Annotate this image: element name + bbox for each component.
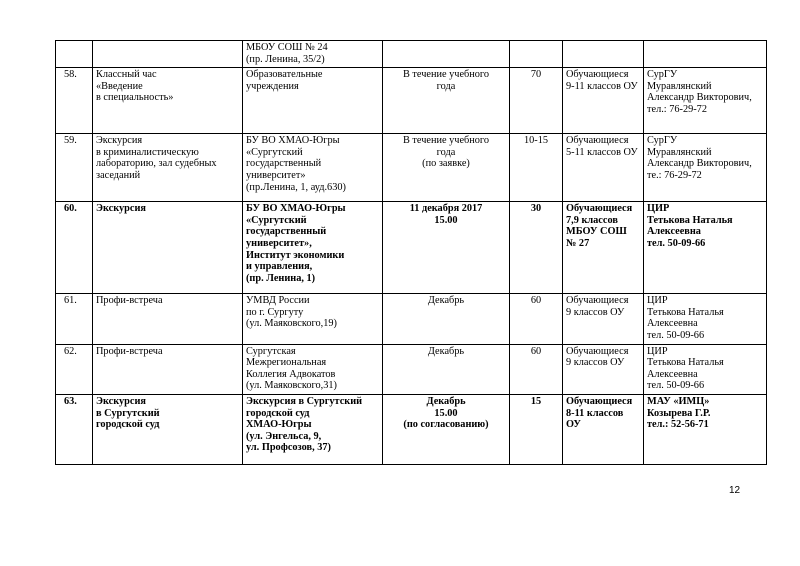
date-cell: Декабрь 15.00 (по согласованию) — [383, 394, 510, 464]
row-number: 61. — [56, 294, 93, 344]
row-number: 62. — [56, 344, 93, 394]
table-row — [56, 344, 767, 394]
place-cell: БУ ВО ХМАО-Югры «Сургутский государственный университет» (пр.Ленина, 1, ауд.630) — [243, 134, 383, 202]
participants-cell — [563, 41, 644, 68]
place-cell: БУ ВО ХМАО-Югры «Сургутский государственный университет», Институт экономики и управления, (пр. Ленина, 1) — [243, 202, 383, 294]
table-row — [56, 41, 767, 68]
schedule-body — [56, 41, 767, 465]
row-number: 59. — [56, 134, 93, 202]
count-cell: 10-15 — [510, 134, 563, 202]
participants-cell: Обучающиеся 9 классов ОУ — [563, 344, 644, 394]
date-cell: Декабрь — [383, 344, 510, 394]
event-cell: Профи-встреча — [93, 294, 243, 344]
date-cell: 11 декабря 2017 15.00 — [383, 202, 510, 294]
count-cell — [510, 41, 563, 68]
place-cell: Образовательные учреждения — [243, 68, 383, 134]
table-row — [56, 202, 767, 294]
count-cell: 15 — [510, 394, 563, 464]
participants-cell: Обучающиеся 9-11 классов ОУ — [563, 68, 644, 134]
responsible-cell: ЦИР Тетькова Наталья Алексеевна тел. 50-09-66 — [644, 202, 767, 294]
event-cell: Профи-встреча — [93, 344, 243, 394]
responsible-cell: МАУ «ИМЦ» Козырева Г.Р. тел.: 52-56-71 — [644, 394, 767, 464]
place-cell: УМВД России по г. Сургуту (ул. Маяковского,19) — [243, 294, 383, 344]
date-cell: В течение учебного года (по заявке) — [383, 134, 510, 202]
place-cell: Сургутская Межрегиональная Коллегия Адвокатов (ул. Маяковского,31) — [243, 344, 383, 394]
row-number: 63. — [56, 394, 93, 464]
event-cell: Классный час «Введение в специальность» — [93, 68, 243, 134]
count-cell: 60 — [510, 344, 563, 394]
place-cell: Экскурсия в Сургутский городской суд ХМАО-Югры (ул. Энгельса, 9, ул. Профсозов, 37) — [243, 394, 383, 464]
row-number — [56, 41, 93, 68]
count-cell: 60 — [510, 294, 563, 344]
responsible-cell: СурГУ Муравлянский Александр Викторович, тел.: 76-29-72 — [644, 68, 767, 134]
event-cell: Экскурсия в Сургутский городской суд — [93, 394, 243, 464]
place-cell: МБОУ СОШ № 24 (пр. Ленина, 35/2) — [243, 41, 383, 68]
row-number: 60. — [56, 202, 93, 294]
responsible-cell: ЦИР Тетькова Наталья Алексеевна тел. 50-09-66 — [644, 294, 767, 344]
participants-cell: Обучающиеся 5-11 классов ОУ — [563, 134, 644, 202]
table-row — [56, 68, 767, 134]
date-cell — [383, 41, 510, 68]
participants-cell: Обучающиеся 8-11 классов ОУ — [563, 394, 644, 464]
table-row — [56, 394, 767, 464]
count-cell: 70 — [510, 68, 563, 134]
event-cell: Экскурсия в криминалистическую лабораторию, зал судебных заседаний — [93, 134, 243, 202]
schedule-table — [55, 40, 767, 465]
page-number: 12 — [729, 485, 741, 496]
count-cell: 30 — [510, 202, 563, 294]
responsible-cell — [644, 41, 767, 68]
date-cell: Декабрь — [383, 294, 510, 344]
participants-cell: Обучающиеся 7,9 классов МБОУ СОШ № 27 — [563, 202, 644, 294]
event-cell: Экскурсия — [93, 202, 243, 294]
table-row — [56, 134, 767, 202]
responsible-cell: ЦИР Тетькова Наталья Алексеевна тел. 50-09-66 — [644, 344, 767, 394]
participants-cell: Обучающиеся 9 классов ОУ — [563, 294, 644, 344]
row-number: 58. — [56, 68, 93, 134]
event-cell — [93, 41, 243, 68]
responsible-cell: СурГУ Муравлянский Александр Викторович, те.: 76-29-72 — [644, 134, 767, 202]
date-cell: В течение учебного года — [383, 68, 510, 134]
table-row — [56, 294, 767, 344]
